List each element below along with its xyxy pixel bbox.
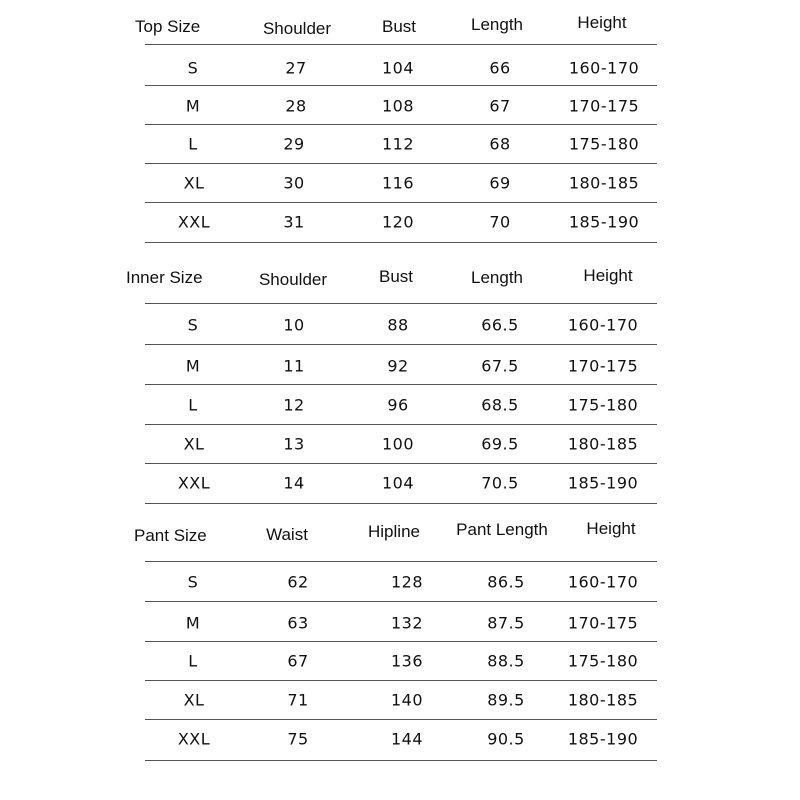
cell-shoulder: 12 [283,395,305,414]
table-rule [145,503,657,504]
table-row [0,385,800,424]
cell-height: 170-175 [567,356,639,375]
cell-length: 67.5 [481,356,519,375]
table-rule [145,242,657,243]
cell-shoulder: 13 [283,434,305,453]
cell-height: 175-180 [567,395,639,414]
cell-length: 69.5 [481,434,519,453]
cell-size: L [188,651,198,670]
cell-height: 170-175 [568,96,640,115]
cell-hipline: 140 [390,690,424,709]
cell-height: 175-180 [568,134,640,153]
header-length: Length [471,15,523,34]
cell-length: 66 [489,58,511,77]
cell-height: 170-175 [567,613,639,632]
header-waist: Waist [266,525,308,544]
cell-waist: 71 [287,690,309,709]
cell-length: 68 [489,134,511,153]
header-length: Length [471,268,523,287]
header-shoulder: Shoulder [262,19,332,38]
cell-bust: 100 [381,434,415,453]
cell-height: 175-180 [567,651,639,670]
cell-pant-length: 87.5 [487,613,525,632]
cell-length: 66.5 [481,315,519,334]
table-row [0,641,800,680]
cell-size: XL [183,434,205,453]
cell-size: S [187,315,199,334]
cell-height: 185-190 [567,729,639,748]
cell-bust: 92 [387,356,409,375]
header-height: Height [583,266,633,285]
cell-length: 67 [489,96,511,115]
cell-pant-length: 90.5 [487,729,525,748]
cell-waist: 75 [287,729,309,748]
cell-height: 160-170 [568,58,640,77]
cell-waist: 67 [287,651,309,670]
cell-waist: 62 [287,572,309,591]
table-row [0,680,800,719]
cell-hipline: 128 [390,572,424,591]
table-rule [145,44,657,45]
header-hipline: Hipline [368,522,420,541]
cell-size: M [185,356,201,375]
cell-bust: 112 [381,134,415,153]
cell-height: 160-170 [567,315,639,334]
header-inner-size: Inner Size [126,268,203,287]
cell-length: 70.5 [481,473,519,492]
header-bust: Bust [381,17,417,36]
table-row [0,463,800,502]
header-height: Height [577,13,627,32]
cell-bust: 104 [381,58,415,77]
cell-bust: 116 [381,173,415,192]
cell-pant-length: 86.5 [487,572,525,591]
cell-size: XXL [177,473,211,492]
table-row [0,719,800,758]
table-rule [145,344,657,345]
cell-pant-length: 88.5 [487,651,525,670]
cell-size: L [188,395,198,414]
cell-shoulder: 27 [285,58,307,77]
cell-shoulder: 30 [283,173,305,192]
cell-shoulder: 29 [283,134,305,153]
cell-bust: 88 [387,315,409,334]
table-row [0,163,800,202]
table-row [0,48,800,87]
cell-size: L [188,134,198,153]
cell-pant-length: 89.5 [487,690,525,709]
cell-hipline: 136 [390,651,424,670]
cell-bust: 96 [387,395,409,414]
cell-bust: 104 [381,473,415,492]
cell-size: S [187,572,199,591]
header-bust: Bust [378,267,414,286]
table-row [0,603,800,642]
cell-size: XXL [177,212,211,231]
table-rule [145,303,657,304]
cell-size: S [187,58,199,77]
header-top-size: Top Size [135,17,201,36]
header-pant-size: Pant Size [134,526,207,545]
cell-size: M [185,613,201,632]
table-row [0,86,800,125]
cell-height: 180-185 [568,173,640,192]
table-rule [145,601,657,602]
header-pant-length: Pant Length [456,520,548,539]
header-height: Height [586,519,636,538]
table-row [0,305,800,344]
cell-height: 185-190 [567,473,639,492]
cell-shoulder: 14 [283,473,305,492]
cell-length: 69 [489,173,511,192]
table-row [0,424,800,463]
table-row [0,202,800,241]
cell-height: 180-185 [567,434,639,453]
cell-waist: 63 [287,613,309,632]
cell-hipline: 144 [390,729,424,748]
cell-length: 70 [489,212,511,231]
cell-size: M [185,96,201,115]
cell-height: 160-170 [567,572,639,591]
cell-size: XXL [177,729,211,748]
cell-shoulder: 10 [283,315,305,334]
table-row [0,346,800,385]
cell-bust: 108 [381,96,415,115]
cell-hipline: 132 [390,613,424,632]
cell-size: XL [183,690,205,709]
cell-size: XL [183,173,205,192]
cell-bust: 120 [381,212,415,231]
cell-shoulder: 28 [285,96,307,115]
header-shoulder: Shoulder [258,270,328,289]
cell-shoulder: 11 [283,356,305,375]
cell-height: 180-185 [567,690,639,709]
table-rule [145,760,657,761]
cell-shoulder: 31 [283,212,305,231]
cell-height: 185-190 [568,212,640,231]
table-row [0,124,800,163]
table-row [0,562,800,601]
cell-length: 68.5 [481,395,519,414]
